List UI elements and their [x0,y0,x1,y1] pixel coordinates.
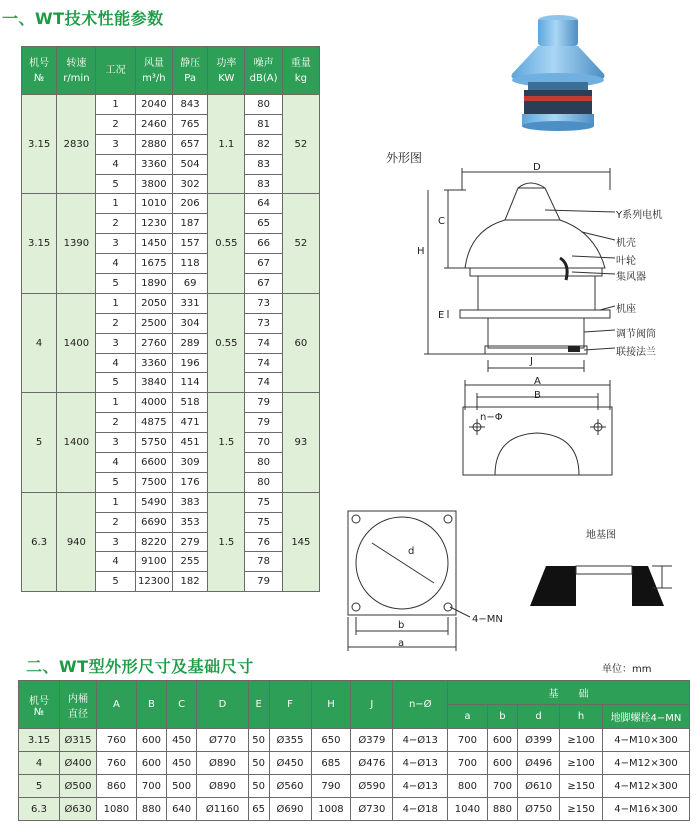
cell-speed: 2830 [57,95,96,194]
header-condition: 工况 [96,47,135,95]
cell-fh: ≥100 [560,752,603,775]
cell-condition: 2 [96,214,135,234]
cell-speed: 1400 [57,293,96,392]
cell-noise: 82 [245,134,282,154]
cell-pressure: 657 [172,134,207,154]
header2-sub-h: h [560,705,603,729]
cell-j: Ø476 [351,752,393,775]
dimension-row [19,775,690,798]
cell-h: 650 [311,729,351,752]
cell-condition: 5 [96,572,135,592]
header2-foundation: 基 础 [448,681,690,705]
cell-noise: 80 [245,472,282,492]
header-model: 机号 № [22,47,57,95]
cell-pressure: 206 [172,194,207,214]
cell-condition: 4 [96,552,135,572]
dimension-row [19,752,690,775]
cell-flow: 2040 [135,95,172,115]
cell-fd: Ø750 [518,798,560,821]
cell-pressure: 157 [172,234,207,254]
section2-title: 二、WT型外形尺寸及基础尺寸 [26,657,254,676]
cell-flow: 1230 [135,214,172,234]
header2-b: B [136,681,166,729]
foundation-title: 地基图 [586,530,616,541]
cell-condition: 1 [96,492,135,512]
cell-fb: 700 [487,775,517,798]
base-plan-drawing [455,375,635,485]
cell-fbolts: 4−M16×300 [603,798,690,821]
cell-pressure: 471 [172,413,207,433]
cell-b: 700 [136,775,166,798]
foundation-section-drawing [522,548,682,618]
cell-condition: 5 [96,274,135,294]
cell-pressure: 69 [172,274,207,294]
label-collector: 集风器 [616,272,646,283]
cell-flow: 12300 [135,572,172,592]
cell-h: 685 [311,752,351,775]
cell-noise: 75 [245,512,282,532]
cell-fh: ≥100 [560,729,603,752]
cell-fa: 1040 [448,798,488,821]
header-weight: 重量 kg [282,47,319,95]
cell-noise: 64 [245,194,282,214]
cell-pressure: 765 [172,114,207,134]
performance-row [22,492,320,512]
cell-condition: 1 [96,293,135,313]
cell-noise: 81 [245,114,282,134]
cell-flow: 1010 [135,194,172,214]
label-casing: 机壳 [616,238,636,249]
header2-sub-d: d [518,705,560,729]
cell-weight: 52 [282,194,319,293]
cell-flow: 9100 [135,552,172,572]
header-flow: 风量 m³/h [135,47,172,95]
cell-noise: 73 [245,313,282,333]
label-base: 机座 [616,304,636,315]
cell-pressure: 518 [172,393,207,413]
performance-row [22,95,320,115]
header2-e: E [248,681,269,729]
cell-condition: 4 [96,453,135,473]
cell-fa: 700 [448,729,488,752]
cell-e: 65 [248,798,269,821]
dim-e-label: E [438,310,445,321]
cell-flow: 5490 [135,492,172,512]
cell-flow: 2760 [135,333,172,353]
cell-condition: 1 [96,393,135,413]
cell-condition: 1 [96,95,135,115]
cell-speed: 940 [57,492,96,591]
cell-condition: 5 [96,174,135,194]
cell-noise: 79 [245,413,282,433]
small-a-label: a [398,638,405,649]
cell-noise: 83 [245,154,282,174]
cell-d: Ø890 [197,775,249,798]
dim-j-label: J [530,356,533,367]
section1-title: 一、WT技术性能参数 [2,9,164,28]
header2-inner: 内桶 直径 [60,681,97,729]
cell-fd: Ø610 [518,775,560,798]
header2-sub-b: b [487,705,517,729]
header2-model: 机号 № [19,681,60,729]
label-flange: 联接法兰 [616,347,656,358]
cell-noise: 79 [245,393,282,413]
cell-fh: ≥150 [560,798,603,821]
small-b-label: b [398,620,405,631]
cell-flow: 2050 [135,293,172,313]
cell-condition: 5 [96,472,135,492]
cell-model: 4 [22,293,57,392]
cell-noise: 73 [245,293,282,313]
cell-fb: 600 [487,729,517,752]
cell-flow: 3840 [135,373,172,393]
performance-row [22,194,320,214]
header-pressure: 静压 Pa [172,47,207,95]
holes-label: n−Φ [480,412,503,423]
cell-pressure: 504 [172,154,207,174]
cell-fb: 600 [487,752,517,775]
cell-condition: 2 [96,313,135,333]
cell-flow: 4000 [135,393,172,413]
cell-flow: 8220 [135,532,172,552]
cell-a: 1080 [97,798,137,821]
cell-fbolts: 4−M12×300 [603,752,690,775]
cell-holes: 4−Ø13 [393,775,448,798]
cell-pressure: 279 [172,532,207,552]
cell-condition: 3 [96,134,135,154]
cell-pressure: 182 [172,572,207,592]
header2-j: J [351,681,393,729]
cell-condition: 2 [96,114,135,134]
cell-pressure: 843 [172,95,207,115]
unit-label: 单位：mm [602,664,652,675]
cell-model: 4 [19,752,60,775]
cell-condition: 2 [96,512,135,532]
cell-fd: Ø496 [518,752,560,775]
cell-pressure: 255 [172,552,207,572]
cell-condition: 3 [96,532,135,552]
cell-weight: 93 [282,393,319,492]
cell-pressure: 302 [172,174,207,194]
cell-condition: 3 [96,333,135,353]
performance-header-row [22,47,320,95]
performance-row [22,393,320,413]
cell-fa: 700 [448,752,488,775]
cell-pressure: 383 [172,492,207,512]
cell-flow: 1675 [135,254,172,274]
header2-f: F [269,681,311,729]
cell-e: 50 [248,775,269,798]
cell-speed: 1390 [57,194,96,293]
cell-inner: Ø500 [60,775,97,798]
cell-d: Ø1160 [197,798,249,821]
small-d-label: d [408,546,415,557]
cell-power: 1.5 [208,492,245,591]
cell-f: Ø560 [269,775,311,798]
cell-model: 3.15 [22,194,57,293]
cell-model: 3.15 [19,729,60,752]
cell-noise: 76 [245,532,282,552]
cell-power: 1.5 [208,393,245,492]
cell-power: 0.55 [208,293,245,392]
cell-a: 860 [97,775,137,798]
cell-holes: 4−Ø18 [393,798,448,821]
cell-pressure: 196 [172,353,207,373]
cell-fa: 800 [448,775,488,798]
cell-flow: 3360 [135,154,172,174]
performance-table [21,46,320,592]
header-noise: 噪声 dB(A) [245,47,282,95]
header2-c: C [167,681,197,729]
cell-noise: 65 [245,214,282,234]
cell-d: Ø770 [197,729,249,752]
cell-a: 760 [97,752,137,775]
cell-pressure: 289 [172,333,207,353]
cell-noise: 80 [245,95,282,115]
cell-pressure: 118 [172,254,207,274]
cell-e: 50 [248,729,269,752]
cell-inner: Ø400 [60,752,97,775]
cell-a: 760 [97,729,137,752]
dimension-row [19,729,690,752]
cell-pressure: 176 [172,472,207,492]
cell-c: 450 [167,729,197,752]
cell-flow: 2460 [135,114,172,134]
cell-b: 600 [136,729,166,752]
cell-condition: 4 [96,254,135,274]
cell-noise: 74 [245,353,282,373]
cell-c: 640 [167,798,197,821]
header-speed: 转速 r/min [57,47,96,95]
cell-noise: 74 [245,373,282,393]
dim-c-label: C [438,216,445,227]
cell-flow: 3800 [135,174,172,194]
cell-j: Ø730 [351,798,393,821]
cell-pressure: 309 [172,453,207,473]
label-valve: 调节阀筒 [616,329,656,340]
cell-flow: 3360 [135,353,172,373]
cell-noise: 78 [245,552,282,572]
cell-fb: 880 [487,798,517,821]
cell-flow: 6690 [135,512,172,532]
cell-noise: 79 [245,572,282,592]
cell-power: 1.1 [208,95,245,194]
cell-holes: 4−Ø13 [393,752,448,775]
cell-f: Ø690 [269,798,311,821]
cell-model: 5 [22,393,57,492]
cell-noise: 74 [245,333,282,353]
cell-b: 600 [136,752,166,775]
cell-b: 880 [136,798,166,821]
cell-condition: 3 [96,234,135,254]
cell-inner: Ø630 [60,798,97,821]
cell-noise: 83 [245,174,282,194]
cell-flow: 4875 [135,413,172,433]
cell-holes: 4−Ø13 [393,729,448,752]
cell-condition: 5 [96,373,135,393]
dim-b-label: B [534,390,541,401]
performance-row [22,293,320,313]
cell-fd: Ø399 [518,729,560,752]
cell-speed: 1400 [57,393,96,492]
cell-noise: 75 [245,492,282,512]
dimension-header-row-1 [19,681,690,705]
cell-weight: 60 [282,293,319,392]
dim-d-label: D [533,162,541,173]
cell-flow: 1450 [135,234,172,254]
dimension-row [19,798,690,821]
cell-c: 500 [167,775,197,798]
cell-model: 5 [19,775,60,798]
dim-h-label: H [417,246,425,257]
cell-c: 450 [167,752,197,775]
cell-flow: 2880 [135,134,172,154]
cell-flow: 2500 [135,313,172,333]
cell-fh: ≥150 [560,775,603,798]
header2-sub-a: a [448,705,488,729]
cell-model: 6.3 [19,798,60,821]
cell-condition: 4 [96,154,135,174]
cell-j: Ø590 [351,775,393,798]
label-impeller: 叶轮 [616,256,636,267]
label-motor: Y系列电机 [616,210,663,221]
cell-f: Ø450 [269,752,311,775]
cell-weight: 52 [282,95,319,194]
cell-noise: 67 [245,254,282,274]
bolts-label: 4−MN [472,614,503,625]
header-power: 功率 KW [208,47,245,95]
cell-model: 3.15 [22,95,57,194]
cell-noise: 80 [245,453,282,473]
cell-condition: 4 [96,353,135,373]
cell-condition: 2 [96,413,135,433]
cell-inner: Ø315 [60,729,97,752]
cell-flow: 6600 [135,453,172,473]
cell-pressure: 114 [172,373,207,393]
header2-sub-bolts: 地脚螺栓4−MN [603,705,690,729]
cell-weight: 145 [282,492,319,591]
cell-noise: 67 [245,274,282,294]
cell-condition: 3 [96,433,135,453]
header2-h: H [311,681,351,729]
cell-h: 1008 [311,798,351,821]
cell-fbolts: 4−M12×300 [603,775,690,798]
cell-pressure: 187 [172,214,207,234]
cell-noise: 66 [245,234,282,254]
foundation-plan-drawing [342,505,482,655]
cell-pressure: 353 [172,512,207,532]
header2-a: A [97,681,137,729]
cell-pressure: 304 [172,313,207,333]
cell-d: Ø890 [197,752,249,775]
cell-power: 0.55 [208,194,245,293]
cell-model: 6.3 [22,492,57,591]
cell-pressure: 451 [172,433,207,453]
cell-flow: 5750 [135,433,172,453]
cell-flow: 7500 [135,472,172,492]
dimension-table [18,680,690,821]
cell-flow: 1890 [135,274,172,294]
cell-fbolts: 4−M10×300 [603,729,690,752]
cell-e: 50 [248,752,269,775]
cell-f: Ø355 [269,729,311,752]
cell-condition: 1 [96,194,135,214]
fan-product-image [502,12,614,136]
cell-h: 790 [311,775,351,798]
header2-holes: n−Ø [393,681,448,729]
cell-noise: 70 [245,433,282,453]
header2-d: D [197,681,249,729]
cell-pressure: 331 [172,293,207,313]
cell-j: Ø379 [351,729,393,752]
dim-a-label: A [534,376,541,387]
outline-title: 外形图 [386,151,423,165]
